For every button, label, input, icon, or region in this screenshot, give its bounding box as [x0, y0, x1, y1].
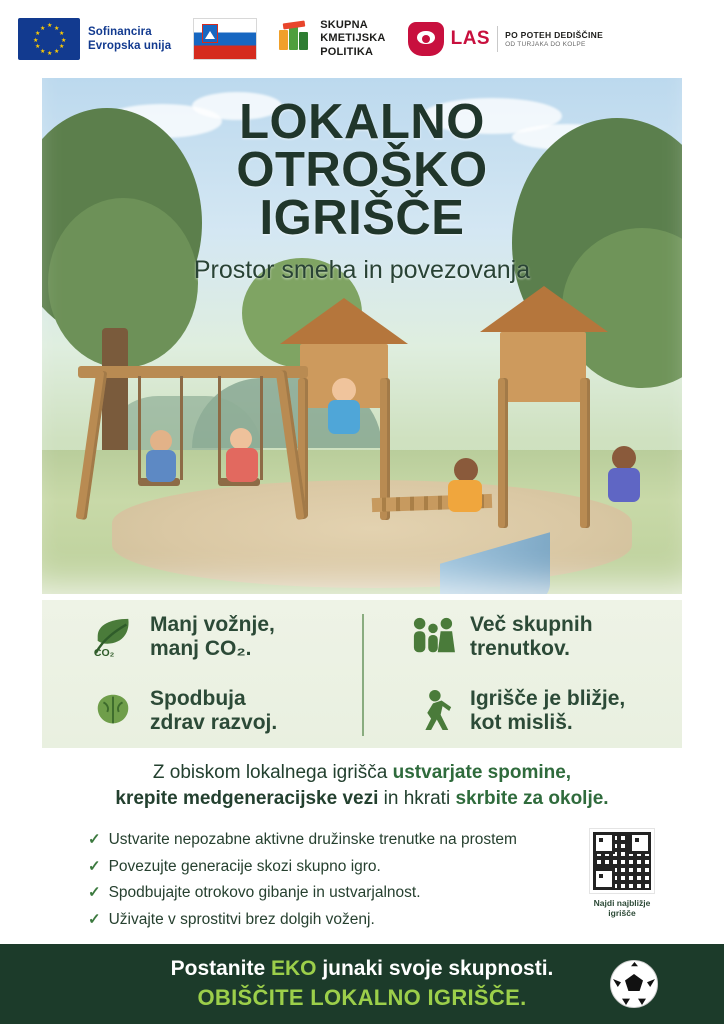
- child-climbing: [600, 446, 648, 516]
- tower-roof: [480, 286, 608, 332]
- post: [580, 378, 590, 528]
- child-on-swing: [220, 428, 266, 490]
- footer-eko: EKO: [270, 957, 317, 981]
- family-group-icon: [410, 615, 456, 659]
- qr-caption-line1: Najdi najbližje: [593, 898, 651, 908]
- playhouse-roof: [280, 298, 408, 344]
- skp-text: [320, 19, 385, 59]
- headline-subtitle: Prostor smeha in povezovanja: [193, 256, 531, 285]
- list-item: [88, 912, 568, 928]
- soccer-ball-icon: [610, 960, 658, 1008]
- skp-mark-icon: [279, 22, 313, 56]
- benefit-line2: manj CO₂.: [150, 637, 252, 660]
- qr-block[interactable]: [586, 828, 658, 918]
- benefit-text: [470, 687, 625, 734]
- skp-logo: [279, 19, 385, 59]
- headline-block: [42, 95, 682, 285]
- message-part3: in hkrati: [378, 787, 456, 809]
- benefit-line1: Več skupnih: [470, 613, 593, 637]
- footer-line1: [171, 956, 554, 981]
- benefit-item: [42, 674, 362, 748]
- eu-funding-logo: [18, 18, 171, 60]
- skp-line1: SKUPNA: [320, 18, 368, 31]
- list-item-label: Uživajte v sprostitvi brez dolgih voženj.: [108, 910, 375, 928]
- benefit-text: [150, 613, 275, 660]
- las-word: LAS: [450, 28, 491, 49]
- check-icon: ✓: [88, 910, 101, 928]
- benefits-divider: [362, 614, 364, 736]
- main-message: [62, 760, 662, 811]
- benefit-line1: Igrišče je bližje,: [470, 687, 626, 711]
- list-item-label: Spodbujajte otrokovo gibanje in ustvarjalnost.: [108, 884, 421, 901]
- headline-line1: LOKALNO: [239, 95, 485, 149]
- qr-code[interactable]: [589, 828, 655, 894]
- benefit-item: [362, 600, 682, 674]
- benefit-line1: Manj vožnje,: [150, 613, 275, 637]
- message-highlight2: skrbite za okolje.: [455, 787, 609, 809]
- sand-area: [112, 480, 632, 588]
- skp-line2: KMETIJSKA: [320, 32, 386, 45]
- skp-line3: POLITIKA: [320, 45, 374, 58]
- benefit-item: [362, 674, 682, 748]
- logo-bar: [0, 0, 724, 78]
- list-item-label: Povezujte generacije skozi skupno igro.: [108, 857, 381, 875]
- eu-flag: ★ ★ ★ ★ ★ ★ ★ ★ ★ ★ ★ ★: [18, 18, 80, 60]
- qr-caption-line2: igrišče: [608, 908, 636, 919]
- eu-funding-text: [88, 25, 171, 54]
- child-on-swing: [140, 430, 184, 490]
- message-highlight1: ustvarjate spomine,: [392, 762, 572, 783]
- footer-line1-b: junaki svoje skupnosti.: [316, 957, 554, 981]
- slovenia-flag: [193, 18, 257, 60]
- check-icon: ✓: [88, 857, 101, 875]
- check-icon: ✓: [88, 831, 101, 848]
- post: [498, 378, 508, 528]
- leaf-co2-icon: [90, 615, 136, 659]
- tower-body: [500, 332, 586, 402]
- page-title: [42, 95, 682, 246]
- eu-funding-line1: Sofinancira: [88, 25, 152, 38]
- benefit-line2: zdrav razvoj.: [150, 711, 278, 734]
- footer-line1-a: Postanite: [170, 957, 271, 981]
- benefit-line2: kot misliš.: [470, 711, 573, 734]
- headline-line2: OTROŠKO: [236, 143, 488, 198]
- las-logo: [408, 22, 603, 56]
- benefit-text: [470, 613, 593, 660]
- las-divider: [497, 26, 498, 52]
- las-subtitle: [505, 30, 603, 48]
- svg-text:CO₂: CO₂: [93, 647, 115, 659]
- footer-text: [171, 956, 554, 1012]
- list-item-label: Ustvarite nepozabne aktivne družinske trenutke na prostem: [108, 831, 517, 848]
- las-sub-bottom: OD TURJAKA DO KOLPE: [505, 41, 586, 48]
- qr-caption: [586, 898, 658, 918]
- benefit-item: [42, 600, 362, 674]
- checklist: [88, 832, 568, 938]
- child-on-bridge: [320, 378, 368, 448]
- child-on-slide: [440, 458, 490, 524]
- benefit-line2: trenutkov.: [470, 637, 570, 660]
- benefit-line1: Spodbuja: [150, 687, 246, 711]
- las-sub-top: PO POTEH DEDIŠČINE: [505, 30, 604, 40]
- eu-funding-line2: Evropska unija: [88, 40, 172, 52]
- swing-beam: [78, 366, 308, 378]
- las-mark-icon: [408, 22, 444, 56]
- walking-person-icon: [410, 689, 456, 733]
- list-item: [88, 859, 568, 875]
- message-part2: krepite medgeneracijske vezi: [115, 787, 379, 809]
- check-icon: ✓: [88, 884, 101, 901]
- list-item: [88, 832, 568, 848]
- benefit-text: [150, 687, 277, 734]
- message-part1: Z obiskom lokalnega igrišča: [152, 762, 393, 783]
- brain-icon: [90, 689, 136, 733]
- list-item: [88, 885, 568, 901]
- footer-line2: OBIŠČITE LOKALNO IGRIŠČE.: [197, 985, 527, 1011]
- headline-line3: IGRIŠČE: [259, 191, 465, 246]
